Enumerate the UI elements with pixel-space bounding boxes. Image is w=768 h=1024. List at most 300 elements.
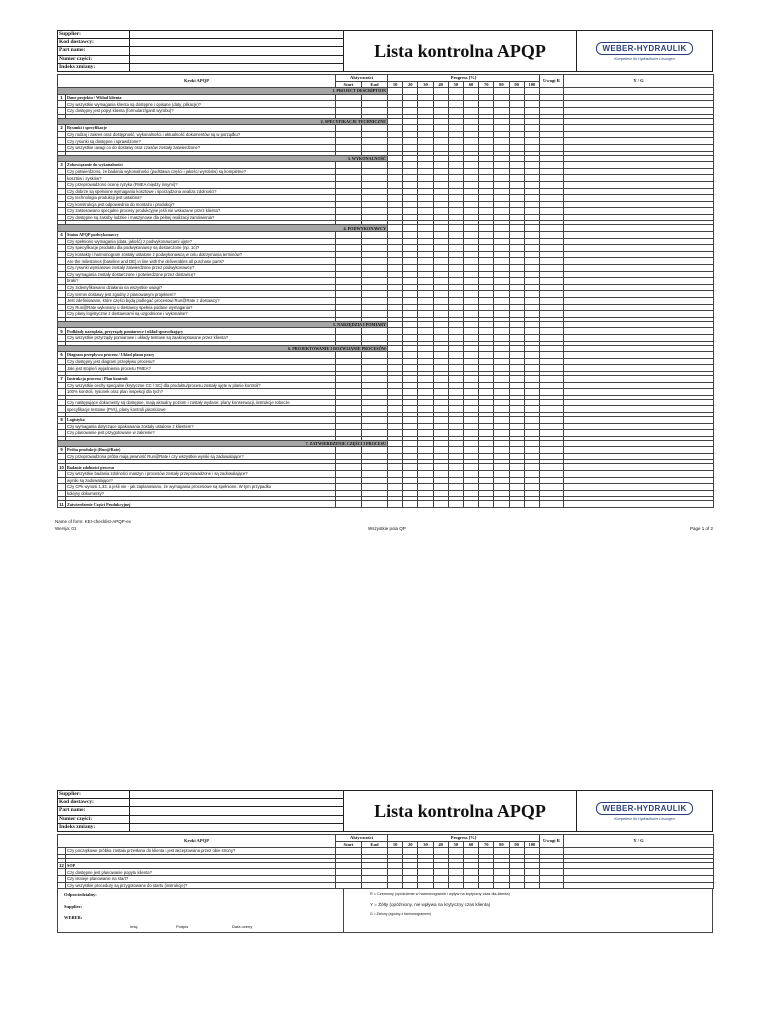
progress-cell[interactable] — [479, 138, 494, 145]
progress-cell[interactable] — [448, 328, 463, 335]
progress-cell[interactable] — [418, 195, 433, 202]
cell[interactable] — [388, 321, 403, 328]
progress-cell[interactable] — [403, 304, 418, 311]
progress-cell[interactable] — [433, 201, 448, 208]
date-cell[interactable] — [362, 251, 388, 258]
progress-cell[interactable] — [403, 453, 418, 460]
date-cell[interactable] — [336, 423, 362, 430]
cell[interactable] — [479, 225, 494, 232]
status-cell[interactable] — [564, 265, 714, 272]
progress-cell[interactable] — [494, 334, 509, 341]
cell[interactable] — [524, 440, 539, 447]
progress-cell[interactable] — [494, 416, 509, 423]
progress-cell[interactable] — [388, 389, 403, 396]
change-index-field[interactable] — [130, 824, 343, 831]
remark-cell[interactable] — [540, 352, 564, 359]
date-cell[interactable] — [362, 278, 388, 285]
status-cell[interactable] — [564, 490, 714, 497]
cell[interactable] — [418, 440, 433, 447]
status-cell[interactable] — [564, 232, 714, 239]
progress-cell[interactable] — [418, 238, 433, 245]
progress-cell[interactable] — [524, 882, 539, 889]
date-cell[interactable] — [336, 188, 362, 195]
status-cell[interactable] — [564, 375, 714, 382]
cell[interactable] — [403, 225, 418, 232]
status-cell[interactable] — [564, 464, 714, 471]
progress-cell[interactable] — [494, 265, 509, 272]
progress-cell[interactable] — [433, 358, 448, 365]
remark-cell[interactable] — [540, 406, 564, 413]
progress-cell[interactable] — [494, 201, 509, 208]
progress-cell[interactable] — [418, 201, 433, 208]
cell[interactable] — [524, 345, 539, 352]
date-cell[interactable] — [336, 311, 362, 318]
progress-cell[interactable] — [509, 258, 524, 265]
progress-cell[interactable] — [463, 406, 478, 413]
cell[interactable] — [418, 321, 433, 328]
supplier-code-field[interactable] — [130, 39, 343, 46]
progress-cell[interactable] — [388, 208, 403, 215]
date-cell[interactable] — [336, 490, 362, 497]
date-cell[interactable] — [362, 471, 388, 478]
progress-cell[interactable] — [448, 188, 463, 195]
progress-cell[interactable] — [509, 107, 524, 114]
progress-cell[interactable] — [463, 848, 478, 855]
progress-cell[interactable] — [418, 365, 433, 372]
progress-cell[interactable] — [388, 477, 403, 484]
progress-cell[interactable] — [524, 352, 539, 359]
remark-cell[interactable] — [540, 298, 564, 305]
progress-cell[interactable] — [448, 875, 463, 882]
progress-cell[interactable] — [479, 284, 494, 291]
remark-cell[interactable] — [540, 214, 564, 221]
progress-cell[interactable] — [509, 168, 524, 175]
cell[interactable] — [509, 440, 524, 447]
progress-cell[interactable] — [418, 278, 433, 285]
date-cell[interactable] — [336, 208, 362, 215]
cell[interactable] — [403, 345, 418, 352]
progress-cell[interactable] — [448, 352, 463, 359]
progress-cell[interactable] — [388, 406, 403, 413]
date-cell[interactable] — [336, 162, 362, 169]
progress-cell[interactable] — [524, 848, 539, 855]
progress-cell[interactable] — [433, 238, 448, 245]
date-cell[interactable] — [336, 181, 362, 188]
progress-cell[interactable] — [448, 375, 463, 382]
cell[interactable] — [540, 118, 564, 125]
progress-cell[interactable] — [463, 125, 478, 132]
progress-cell[interactable] — [509, 453, 524, 460]
date-cell[interactable] — [336, 464, 362, 471]
progress-cell[interactable] — [448, 477, 463, 484]
progress-cell[interactable] — [433, 399, 448, 406]
progress-cell[interactable] — [524, 168, 539, 175]
progress-cell[interactable] — [479, 358, 494, 365]
progress-cell[interactable] — [524, 107, 539, 114]
date-cell[interactable] — [336, 131, 362, 138]
progress-cell[interactable] — [433, 208, 448, 215]
progress-cell[interactable] — [433, 848, 448, 855]
cell[interactable] — [564, 118, 714, 125]
remark-cell[interactable] — [540, 188, 564, 195]
part-name-field[interactable] — [130, 47, 343, 54]
remark-cell[interactable] — [540, 181, 564, 188]
status-cell[interactable] — [564, 298, 714, 305]
progress-cell[interactable] — [479, 382, 494, 389]
progress-cell[interactable] — [388, 125, 403, 132]
progress-cell[interactable] — [388, 291, 403, 298]
date-cell[interactable] — [336, 107, 362, 114]
progress-cell[interactable] — [463, 131, 478, 138]
progress-cell[interactable] — [494, 232, 509, 239]
progress-cell[interactable] — [418, 208, 433, 215]
date-cell[interactable] — [362, 416, 388, 423]
progress-cell[interactable] — [479, 214, 494, 221]
status-cell[interactable] — [564, 862, 714, 869]
progress-cell[interactable] — [403, 490, 418, 497]
remark-cell[interactable] — [540, 304, 564, 311]
progress-cell[interactable] — [494, 453, 509, 460]
progress-cell[interactable] — [433, 406, 448, 413]
supplier-field[interactable] — [130, 791, 343, 798]
progress-cell[interactable] — [524, 138, 539, 145]
cell[interactable] — [433, 155, 448, 162]
progress-cell[interactable] — [403, 175, 418, 182]
status-cell[interactable] — [564, 501, 714, 508]
progress-cell[interactable] — [433, 162, 448, 169]
progress-cell[interactable] — [479, 406, 494, 413]
progress-cell[interactable] — [388, 862, 403, 869]
progress-cell[interactable] — [448, 869, 463, 876]
progress-cell[interactable] — [524, 447, 539, 454]
progress-cell[interactable] — [509, 278, 524, 285]
part-number-field[interactable] — [130, 56, 343, 63]
progress-cell[interactable] — [494, 501, 509, 508]
progress-cell[interactable] — [403, 208, 418, 215]
remark-cell[interactable] — [540, 144, 564, 151]
progress-cell[interactable] — [418, 869, 433, 876]
progress-cell[interactable] — [524, 464, 539, 471]
progress-cell[interactable] — [494, 869, 509, 876]
progress-cell[interactable] — [403, 144, 418, 151]
progress-cell[interactable] — [479, 862, 494, 869]
progress-cell[interactable] — [463, 375, 478, 382]
progress-cell[interactable] — [463, 464, 478, 471]
cell[interactable] — [494, 155, 509, 162]
progress-cell[interactable] — [524, 453, 539, 460]
progress-cell[interactable] — [524, 365, 539, 372]
cell[interactable] — [388, 440, 403, 447]
date-cell[interactable] — [362, 201, 388, 208]
progress-cell[interactable] — [463, 875, 478, 882]
cell[interactable] — [564, 321, 714, 328]
remark-cell[interactable] — [540, 258, 564, 265]
progress-cell[interactable] — [433, 181, 448, 188]
progress-cell[interactable] — [388, 107, 403, 114]
progress-cell[interactable] — [388, 101, 403, 108]
progress-cell[interactable] — [509, 144, 524, 151]
progress-cell[interactable] — [403, 107, 418, 114]
progress-cell[interactable] — [448, 304, 463, 311]
progress-cell[interactable] — [494, 875, 509, 882]
cell[interactable] — [388, 155, 403, 162]
progress-cell[interactable] — [524, 201, 539, 208]
progress-cell[interactable] — [448, 271, 463, 278]
cell[interactable] — [418, 88, 433, 95]
remark-cell[interactable] — [540, 101, 564, 108]
progress-cell[interactable] — [448, 175, 463, 182]
status-cell[interactable] — [564, 107, 714, 114]
cell[interactable] — [448, 155, 463, 162]
status-cell[interactable] — [564, 214, 714, 221]
status-cell[interactable] — [564, 168, 714, 175]
cell[interactable] — [403, 88, 418, 95]
cell[interactable] — [509, 321, 524, 328]
date-cell[interactable] — [362, 869, 388, 876]
progress-cell[interactable] — [494, 471, 509, 478]
date-cell[interactable] — [362, 188, 388, 195]
progress-cell[interactable] — [463, 430, 478, 437]
remark-cell[interactable] — [540, 365, 564, 372]
progress-cell[interactable] — [463, 232, 478, 239]
cell[interactable] — [448, 345, 463, 352]
progress-cell[interactable] — [509, 399, 524, 406]
date-cell[interactable] — [362, 94, 388, 101]
date-cell[interactable] — [336, 375, 362, 382]
progress-cell[interactable] — [433, 447, 448, 454]
status-cell[interactable] — [564, 311, 714, 318]
date-cell[interactable] — [336, 271, 362, 278]
status-cell[interactable] — [564, 175, 714, 182]
progress-cell[interactable] — [524, 195, 539, 202]
date-cell[interactable] — [336, 304, 362, 311]
status-cell[interactable] — [564, 484, 714, 491]
date-cell[interactable] — [336, 245, 362, 252]
progress-cell[interactable] — [388, 238, 403, 245]
progress-cell[interactable] — [494, 365, 509, 372]
remark-cell[interactable] — [540, 882, 564, 889]
progress-cell[interactable] — [524, 101, 539, 108]
progress-cell[interactable] — [403, 375, 418, 382]
progress-cell[interactable] — [448, 291, 463, 298]
date-cell[interactable] — [336, 214, 362, 221]
progress-cell[interactable] — [418, 447, 433, 454]
progress-cell[interactable] — [463, 447, 478, 454]
progress-cell[interactable] — [448, 245, 463, 252]
progress-cell[interactable] — [403, 416, 418, 423]
progress-cell[interactable] — [524, 382, 539, 389]
progress-cell[interactable] — [494, 447, 509, 454]
progress-cell[interactable] — [509, 232, 524, 239]
status-cell[interactable] — [564, 251, 714, 258]
remark-cell[interactable] — [540, 464, 564, 471]
progress-cell[interactable] — [494, 464, 509, 471]
cell[interactable] — [509, 118, 524, 125]
cell[interactable] — [448, 118, 463, 125]
progress-cell[interactable] — [448, 201, 463, 208]
supplier-code-field[interactable] — [130, 799, 343, 806]
date-cell[interactable] — [362, 358, 388, 365]
remark-cell[interactable] — [540, 238, 564, 245]
progress-cell[interactable] — [494, 882, 509, 889]
date-cell[interactable] — [362, 214, 388, 221]
progress-cell[interactable] — [418, 882, 433, 889]
status-cell[interactable] — [564, 125, 714, 132]
date-cell[interactable] — [362, 875, 388, 882]
date-cell[interactable] — [362, 311, 388, 318]
progress-cell[interactable] — [479, 490, 494, 497]
progress-cell[interactable] — [494, 271, 509, 278]
progress-cell[interactable] — [433, 464, 448, 471]
remark-cell[interactable] — [540, 138, 564, 145]
progress-cell[interactable] — [494, 284, 509, 291]
progress-cell[interactable] — [403, 311, 418, 318]
progress-cell[interactable] — [448, 862, 463, 869]
progress-cell[interactable] — [524, 358, 539, 365]
progress-cell[interactable] — [418, 471, 433, 478]
date-cell[interactable] — [362, 862, 388, 869]
remark-cell[interactable] — [540, 382, 564, 389]
progress-cell[interactable] — [494, 175, 509, 182]
date-cell[interactable] — [336, 416, 362, 423]
progress-cell[interactable] — [433, 188, 448, 195]
date-cell[interactable] — [362, 168, 388, 175]
remark-cell[interactable] — [540, 107, 564, 114]
progress-cell[interactable] — [403, 125, 418, 132]
progress-cell[interactable] — [448, 382, 463, 389]
progress-cell[interactable] — [403, 278, 418, 285]
remark-cell[interactable] — [540, 328, 564, 335]
progress-cell[interactable] — [494, 358, 509, 365]
progress-cell[interactable] — [433, 144, 448, 151]
progress-cell[interactable] — [509, 334, 524, 341]
progress-cell[interactable] — [509, 375, 524, 382]
progress-cell[interactable] — [463, 278, 478, 285]
progress-cell[interactable] — [388, 311, 403, 318]
progress-cell[interactable] — [418, 232, 433, 239]
remark-cell[interactable] — [540, 869, 564, 876]
progress-cell[interactable] — [418, 430, 433, 437]
cell[interactable] — [540, 88, 564, 95]
progress-cell[interactable] — [494, 195, 509, 202]
progress-cell[interactable] — [388, 358, 403, 365]
progress-cell[interactable] — [524, 258, 539, 265]
cell[interactable] — [479, 321, 494, 328]
cell[interactable] — [494, 345, 509, 352]
progress-cell[interactable] — [479, 875, 494, 882]
progress-cell[interactable] — [479, 416, 494, 423]
date-cell[interactable] — [336, 882, 362, 889]
progress-cell[interactable] — [479, 238, 494, 245]
progress-cell[interactable] — [388, 265, 403, 272]
progress-cell[interactable] — [494, 375, 509, 382]
remark-cell[interactable] — [540, 131, 564, 138]
progress-cell[interactable] — [494, 352, 509, 359]
progress-cell[interactable] — [388, 195, 403, 202]
progress-cell[interactable] — [463, 265, 478, 272]
progress-cell[interactable] — [509, 175, 524, 182]
progress-cell[interactable] — [403, 188, 418, 195]
remark-cell[interactable] — [540, 490, 564, 497]
date-cell[interactable] — [362, 430, 388, 437]
progress-cell[interactable] — [433, 278, 448, 285]
progress-cell[interactable] — [463, 484, 478, 491]
progress-cell[interactable] — [463, 423, 478, 430]
cell[interactable] — [403, 440, 418, 447]
progress-cell[interactable] — [479, 188, 494, 195]
progress-cell[interactable] — [448, 107, 463, 114]
progress-cell[interactable] — [509, 464, 524, 471]
progress-cell[interactable] — [448, 162, 463, 169]
remark-cell[interactable] — [540, 245, 564, 252]
date-cell[interactable] — [362, 162, 388, 169]
progress-cell[interactable] — [433, 471, 448, 478]
progress-cell[interactable] — [463, 144, 478, 151]
progress-cell[interactable] — [433, 375, 448, 382]
progress-cell[interactable] — [479, 258, 494, 265]
progress-cell[interactable] — [463, 195, 478, 202]
progress-cell[interactable] — [494, 138, 509, 145]
change-index-field[interactable] — [130, 64, 343, 71]
date-cell[interactable] — [336, 238, 362, 245]
progress-cell[interactable] — [433, 453, 448, 460]
progress-cell[interactable] — [448, 232, 463, 239]
date-cell[interactable] — [336, 453, 362, 460]
status-cell[interactable] — [564, 278, 714, 285]
remark-cell[interactable] — [540, 232, 564, 239]
date-cell[interactable] — [362, 328, 388, 335]
cell[interactable] — [433, 225, 448, 232]
progress-cell[interactable] — [509, 311, 524, 318]
status-cell[interactable] — [564, 416, 714, 423]
progress-cell[interactable] — [463, 471, 478, 478]
date-cell[interactable] — [336, 484, 362, 491]
progress-cell[interactable] — [494, 298, 509, 305]
progress-cell[interactable] — [479, 245, 494, 252]
status-cell[interactable] — [564, 848, 714, 855]
progress-cell[interactable] — [509, 271, 524, 278]
remark-cell[interactable] — [540, 875, 564, 882]
progress-cell[interactable] — [479, 107, 494, 114]
progress-cell[interactable] — [494, 382, 509, 389]
progress-cell[interactable] — [509, 284, 524, 291]
progress-cell[interactable] — [494, 406, 509, 413]
progress-cell[interactable] — [494, 311, 509, 318]
progress-cell[interactable] — [388, 232, 403, 239]
progress-cell[interactable] — [524, 175, 539, 182]
date-cell[interactable] — [362, 107, 388, 114]
progress-cell[interactable] — [494, 251, 509, 258]
progress-cell[interactable] — [418, 464, 433, 471]
progress-cell[interactable] — [448, 214, 463, 221]
progress-cell[interactable] — [463, 490, 478, 497]
cell[interactable] — [479, 88, 494, 95]
progress-cell[interactable] — [494, 162, 509, 169]
progress-cell[interactable] — [418, 484, 433, 491]
status-cell[interactable] — [564, 131, 714, 138]
progress-cell[interactable] — [494, 862, 509, 869]
progress-cell[interactable] — [388, 464, 403, 471]
progress-cell[interactable] — [463, 328, 478, 335]
date-cell[interactable] — [336, 284, 362, 291]
progress-cell[interactable] — [388, 447, 403, 454]
date-cell[interactable] — [362, 389, 388, 396]
progress-cell[interactable] — [388, 245, 403, 252]
part-number-field[interactable] — [130, 816, 343, 823]
progress-cell[interactable] — [463, 101, 478, 108]
progress-cell[interactable] — [509, 869, 524, 876]
date-cell[interactable] — [362, 453, 388, 460]
